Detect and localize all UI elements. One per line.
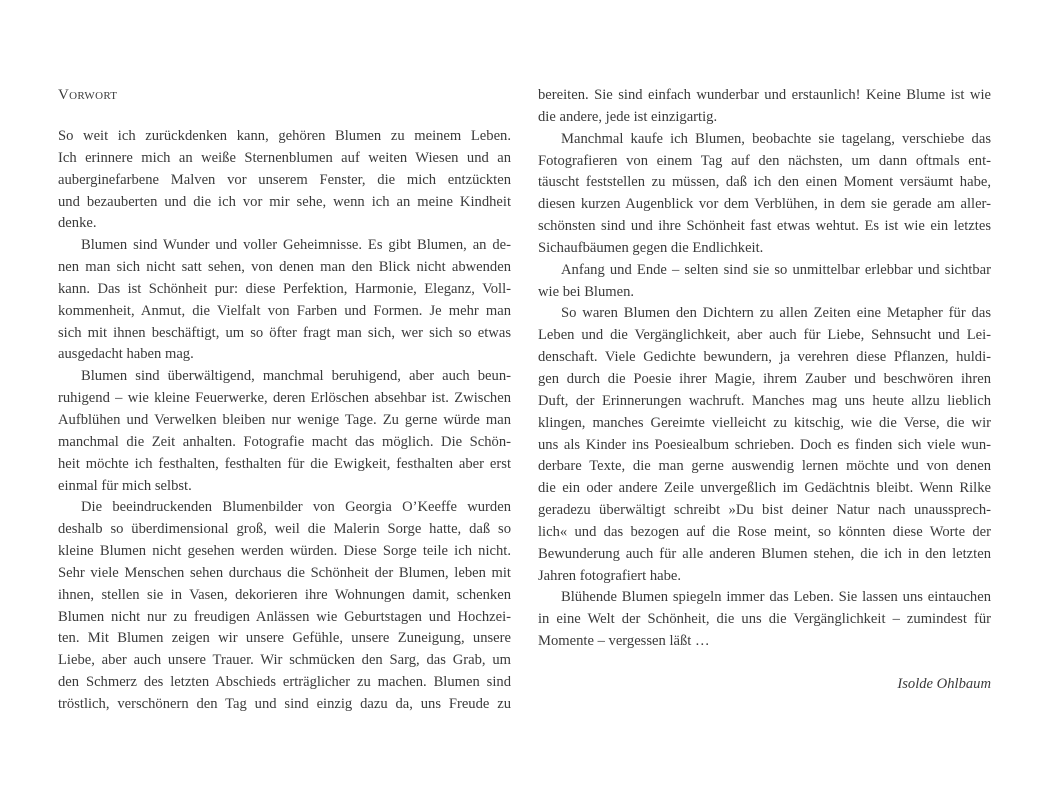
text-line: klingen, manches Gereimte vielleicht zu kitschig, wie die Verse, die wir <box>538 414 991 431</box>
text-line: Manchmal kaufe ich Blumen, beobachte sie tagelang, verschiebe das <box>561 130 991 147</box>
text-line: wie bei Blumen. <box>538 283 635 300</box>
text-line: in eine Welt der Schönheit, die uns die Vergänglichkeit – zumindest für <box>538 611 991 628</box>
text-line: derbare Texte, die man gerne auswendig lernen möchte und von denen <box>538 458 991 475</box>
right-column <box>538 85 991 653</box>
text-line: nen man sich nicht satt sehen, von denen man den Blick nicht abwenden <box>58 259 511 276</box>
left-column <box>58 126 511 716</box>
paragraph <box>538 303 991 587</box>
text-line: täuscht feststellen zu müssen, daß ich den einen Moment versäumt habe, <box>538 174 991 191</box>
text-line: sich mit ihnen beschäftigt, um so öfter fragt man sich, wer sich so etwas <box>58 324 511 341</box>
text-line: auberginefarbene Malven vor unserem Fenster, die mich entzückten <box>58 171 511 188</box>
text-line: Bewunderung auch für alle anderen Blumen stehen, die ich in den letzten <box>538 545 991 562</box>
text-line: denke. <box>58 215 97 232</box>
text-line: die ein oder andere Zeile unvergeßlich im Gedächtnis bleibt. Wenn Rilke <box>538 480 991 497</box>
paragraph <box>538 587 991 653</box>
text-line: uns als Kinder ins Poesiealbum schrieben. Doch es finden sich viele wun- <box>538 436 991 453</box>
text-line: ausgedacht haben mag. <box>58 346 194 363</box>
text-line: ten. Mit Blumen zeigen wir unsere Gefühle, unsere Zuneigung, unsere <box>58 630 511 647</box>
text-line: Fotografieren von einem Tag auf den nächsten, um dann oftmals ent- <box>538 152 991 169</box>
text-line: schönsten sind und ihre Schönheit fast etwas wehtut. Es ist wie ein letztes <box>538 218 991 235</box>
text-line: bereiten. Sie sind einfach wunderbar und erstaunlich! Keine Blume ist wie <box>538 87 991 103</box>
text-line: denschaft. Viele Gedichte bewundern, ja verehren diese Pflanzen, huldi- <box>538 349 991 366</box>
text-line: Sehr viele Menschen sehen durchaus die Schönheit der Blumen, leben mit <box>58 564 511 581</box>
text-line: lich« und das bezogen auf die Rose meint, so könnten diese Worte der <box>538 523 991 540</box>
text-line: So waren Blumen den Dichtern zu allen Zeiten eine Metapher für das <box>561 305 991 322</box>
text-line: kann. Das ist Schönheit pur: diese Perfektion, Harmonie, Eleganz, Voll- <box>58 280 511 297</box>
text-line: So weit ich zurückdenken kann, gehören Blumen zu meinem Leben. <box>58 128 511 144</box>
text-line: Blumen nicht nur zu freudigen Anlässen wie Geburtstagen und Hochzei- <box>58 608 511 625</box>
text-line: Duft, der Erinnerungen wachruft. Manches mag uns heute allzu lieblich <box>538 392 991 409</box>
text-line: ruhigend – wie kleine Feuerwerke, deren Erlöschen absehbar ist. Zwischen <box>58 390 511 407</box>
text-line: die andere, jede ist einzigartig. <box>538 108 718 125</box>
text-line: manchmal die Zeit anhalten. Fotografie macht das möglich. Die Schön- <box>58 433 511 450</box>
author-signature: Isolde Ohlbaum <box>897 676 991 692</box>
text-line: Ich erinnere mich an weiße Sternenblumen auf weiten Wiesen und an <box>58 149 511 166</box>
text-line: kleine Blumen nicht gesehen werden würden. Diese Sorge teile ich nicht. <box>58 543 511 560</box>
text-line: einmal für mich selbst. <box>58 477 192 494</box>
paragraph <box>58 497 511 715</box>
text-line: Sichaufbäumen gegen die Endlichkeit. <box>538 239 764 256</box>
paragraph <box>58 126 511 235</box>
text-line: Jahren fotografiert habe. <box>538 567 682 584</box>
text-line: kommenheit, Anmut, die Vielfalt von Farben und Formen. Je mehr man <box>58 302 511 319</box>
text-line: tröstlich, verschönern den Tag und sind einzig dazu da, uns Freude zu <box>58 695 511 712</box>
text-line: Anfang und Ende – selten sind sie so unmittelbar erlebbar und sichtbar <box>561 261 991 278</box>
text-line: und bezauberten und die ich vor mir sehe, wenn ich an meine Kindheit <box>58 193 511 210</box>
text-line: Blühende Blumen spiegeln immer das Leben. Sie lassen uns eintauchen <box>561 589 991 606</box>
paragraph <box>58 235 511 366</box>
text-line: Blumen sind überwältigend, manchmal beruhigend, aber auch beun- <box>81 368 511 385</box>
text-line: geradezu überwältigt schreibt »Du bist deiner Natur nach unaussprech- <box>538 502 991 519</box>
text-line: Liebe, aber auch unsere Trauer. Wir schmücken den Sarg, das Grab, um <box>58 652 511 669</box>
text-line: Aufblühen und Verwelken bleiben nur wenige Tage. Zu gerne würde man <box>58 411 511 428</box>
paragraph <box>538 85 991 129</box>
text-line: Leben und die Vergänglichkeit, aber auch für Liebe, Sehnsucht und Lei- <box>538 327 991 344</box>
text-line: heit möchte ich festhalten, festhalten für die Ewigkeit, festhalten aber erst <box>58 455 511 472</box>
text-line: den Schmerz des letzten Abschieds erträglicher zu machen. Blumen sind <box>58 674 511 691</box>
text-line: Die beeindruckenden Blumenbilder von Georgia O’Keeffe wurden <box>81 499 511 516</box>
paragraph <box>538 129 991 260</box>
text-line: deshalb so überdimensional groß, weil die Malerin Sorge hatte, daß so <box>58 521 511 538</box>
text-line: Blumen sind Wunder und voller Geheimnisse. Es gibt Blumen, an de- <box>81 237 511 254</box>
text-line: Momente – vergessen läßt … <box>538 633 710 650</box>
text-line: diesen kurzen Augenblick vor dem Verblühen, in dem sie gerade am aller- <box>538 196 991 213</box>
section-title: Vorwort <box>58 87 118 103</box>
paragraph <box>58 366 511 497</box>
text-line: ihnen, stellen sie in Vasen, dekorieren ihre Wohnungen damit, schenken <box>58 586 511 603</box>
text-line: gen durch die Poesie ihrer Magie, ihrem Zauber und beschwören ihren <box>538 370 991 387</box>
paragraph <box>538 260 991 304</box>
